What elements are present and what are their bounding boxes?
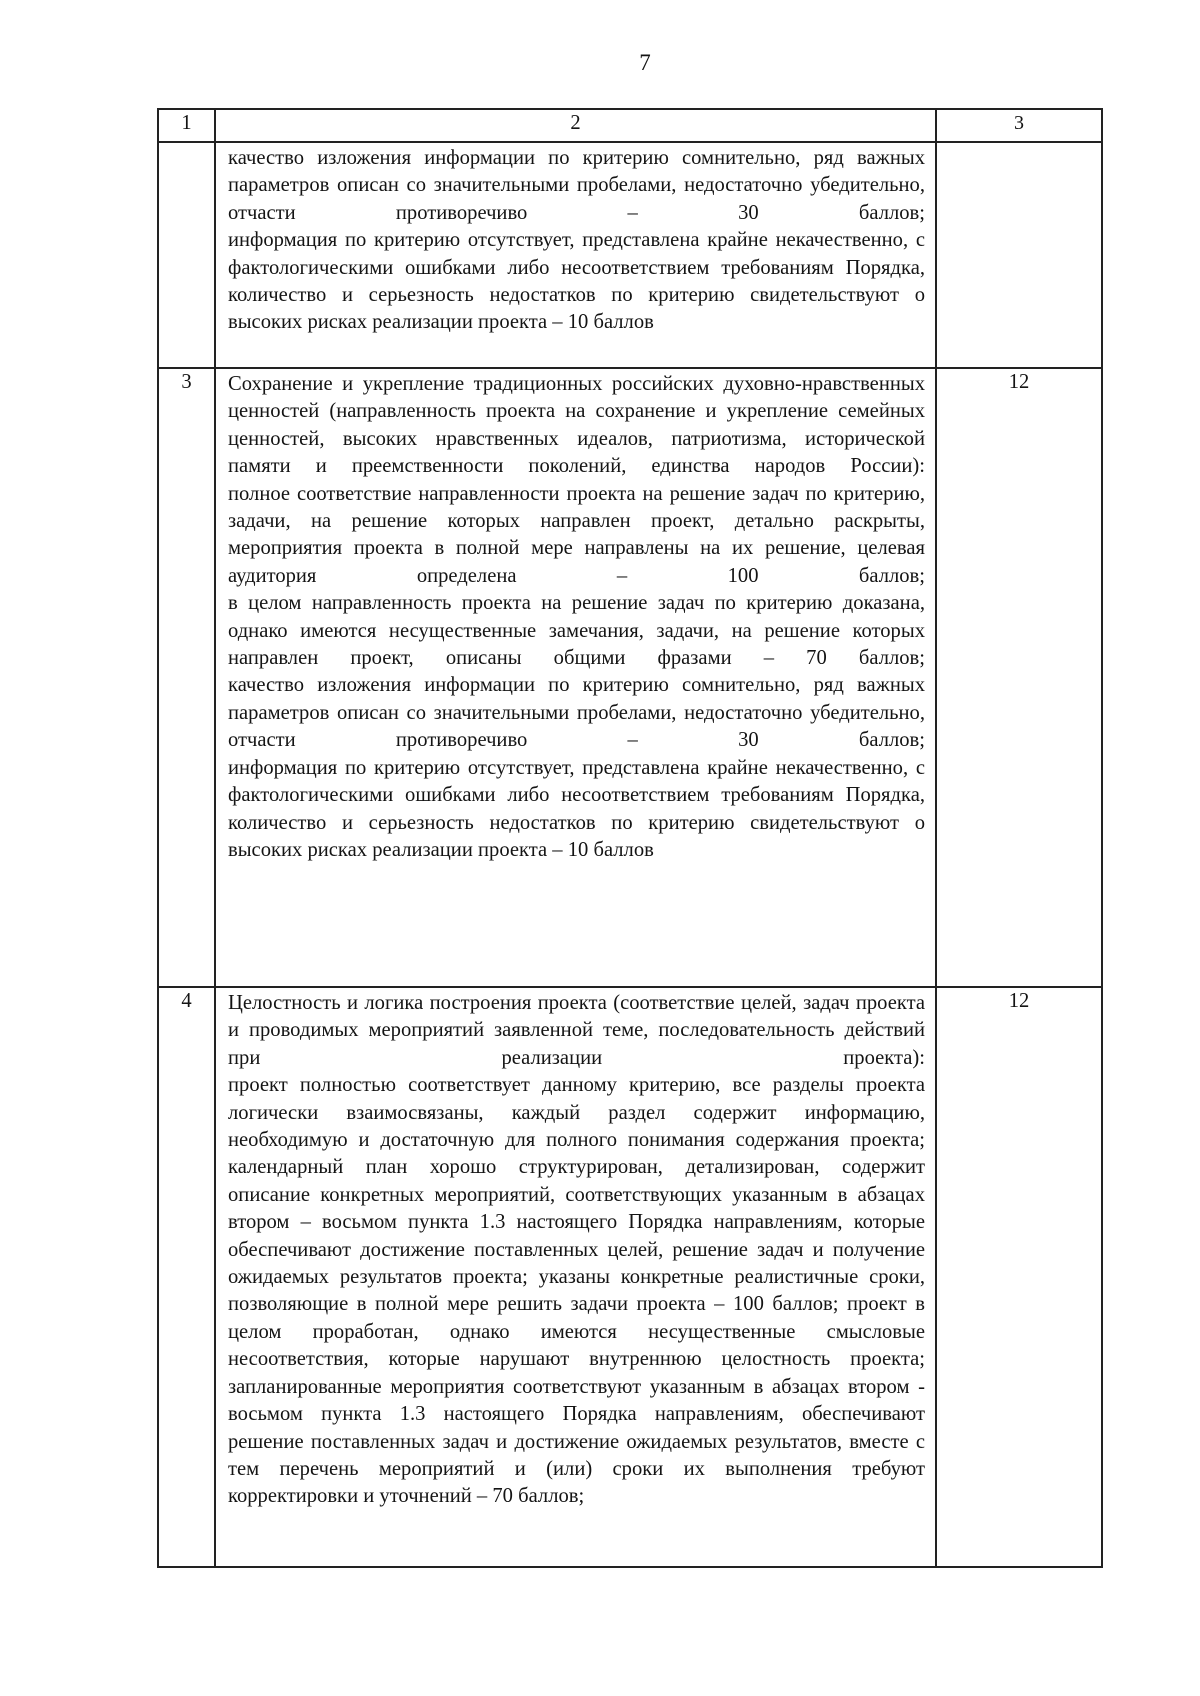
- column-header-3: 3: [936, 109, 1102, 142]
- max-score: 12: [936, 368, 1102, 987]
- page-number: 7: [639, 50, 651, 75]
- criteria-table: [157, 108, 1103, 1568]
- max-score: 12: [936, 987, 1102, 1567]
- table-row: [158, 987, 1102, 1567]
- column-header-2: 2: [215, 109, 936, 142]
- column-header-1: 1: [158, 109, 215, 142]
- criterion-paragraph: качество изложения информации по критерию сомнительно, ряд важных параметров описан со значительными пробелами, недостаточно убедительно, отчасти противоречиво – 30 баллов;: [228, 147, 925, 224]
- criterion-paragraph: проект полностью соответствует данному критерию, все разделы проекта логически взаимосвязаны, каждый раздел содержит информацию, необходимую и достаточную для полного понимания содержания проекта; календарный план хорошо структурирован, детализирован, содержит описание конкретных мероприятий, соответствующих указанным в абзацах втором – восьмом пункта 1.3 настоящего Порядка направлениям, которые обеспечивают достижение поставленных целей, решение задач и получение ожидаемых результатов проекта; указаны конкретные реалистичные сроки, позволяющие в полной мере решить задачи проекта – 100 баллов; проект в целом проработан, однако имеются несущественные смысловые несоответствия, которые нарушают внутреннюю целостность проекта; запланированные мероприятия соответствуют указанным в абзацах втором - восьмом пункта 1.3 настоящего Порядка направлениям, обеспечивают решение поставленных задач и достижение ожидаемых результатов, вместе с тем перечень мероприятий и (или) сроки их выполнения требуют корректировки и уточнений – 70 баллов;: [228, 1074, 925, 1508]
- table-header-row: [158, 109, 1102, 142]
- criterion-text: [215, 142, 936, 368]
- table-row: [158, 368, 1102, 987]
- criterion-paragraph: информация по критерию отсутствует, представлена крайне некачественно, с фактологическими ошибками либо несоответствием требованиям Порядка, количество и серьезность недостатков по критерию свидетельствуют о высоких рисках реализации проекта – 10 баллов: [228, 229, 925, 334]
- row-number: 3: [158, 368, 215, 987]
- table-row: [158, 142, 1102, 368]
- criterion-heading: Целостность и логика построения проекта (соответствие целей, задач проекта и проводимых мероприятий заявленной теме, последовательность действий при реализации проекта):: [228, 992, 925, 1069]
- row-number: [158, 142, 215, 368]
- max-score: [936, 142, 1102, 368]
- criterion-text: [215, 368, 936, 987]
- criterion-text: [215, 987, 936, 1567]
- criterion-paragraph: полное соответствие направленности проекта на решение задач по критерию, задачи, на решение которых направлен проект, детально раскрыты, мероприятия проекта в полной мере направлены на их решение, целевая аудитория определена – 100 баллов;: [228, 482, 925, 587]
- criterion-paragraph: качество изложения информации по критерию сомнительно, ряд важных параметров описан со значительными пробелами, недостаточно убедительно, отчасти противоречиво – 30 баллов;: [228, 674, 925, 752]
- row-number: 4: [158, 987, 215, 1567]
- criterion-paragraph: информация по критерию отсутствует, представлена крайне некачественно, с фактологическими ошибками либо несоответствием требованиям Порядка, количество и серьезность недостатков по критерию свидетельствуют о высоких рисках реализации проекта – 10 баллов: [228, 756, 925, 861]
- criterion-paragraph: в целом направленность проекта на решение задач по критерию доказана, однако имеются несущественные замечания, задачи, на решение которых направлен проект, описаны общими фразами – 70 баллов;: [228, 592, 925, 670]
- criterion-heading: Сохранение и укрепление традиционных российских духовно-нравственных ценностей (направленность проекта на сохранение и укрепление семейных ценностей, высоких нравственных идеалов, патриотизма, исторической памяти и преемственности поколений, единства народов России):: [228, 373, 925, 478]
